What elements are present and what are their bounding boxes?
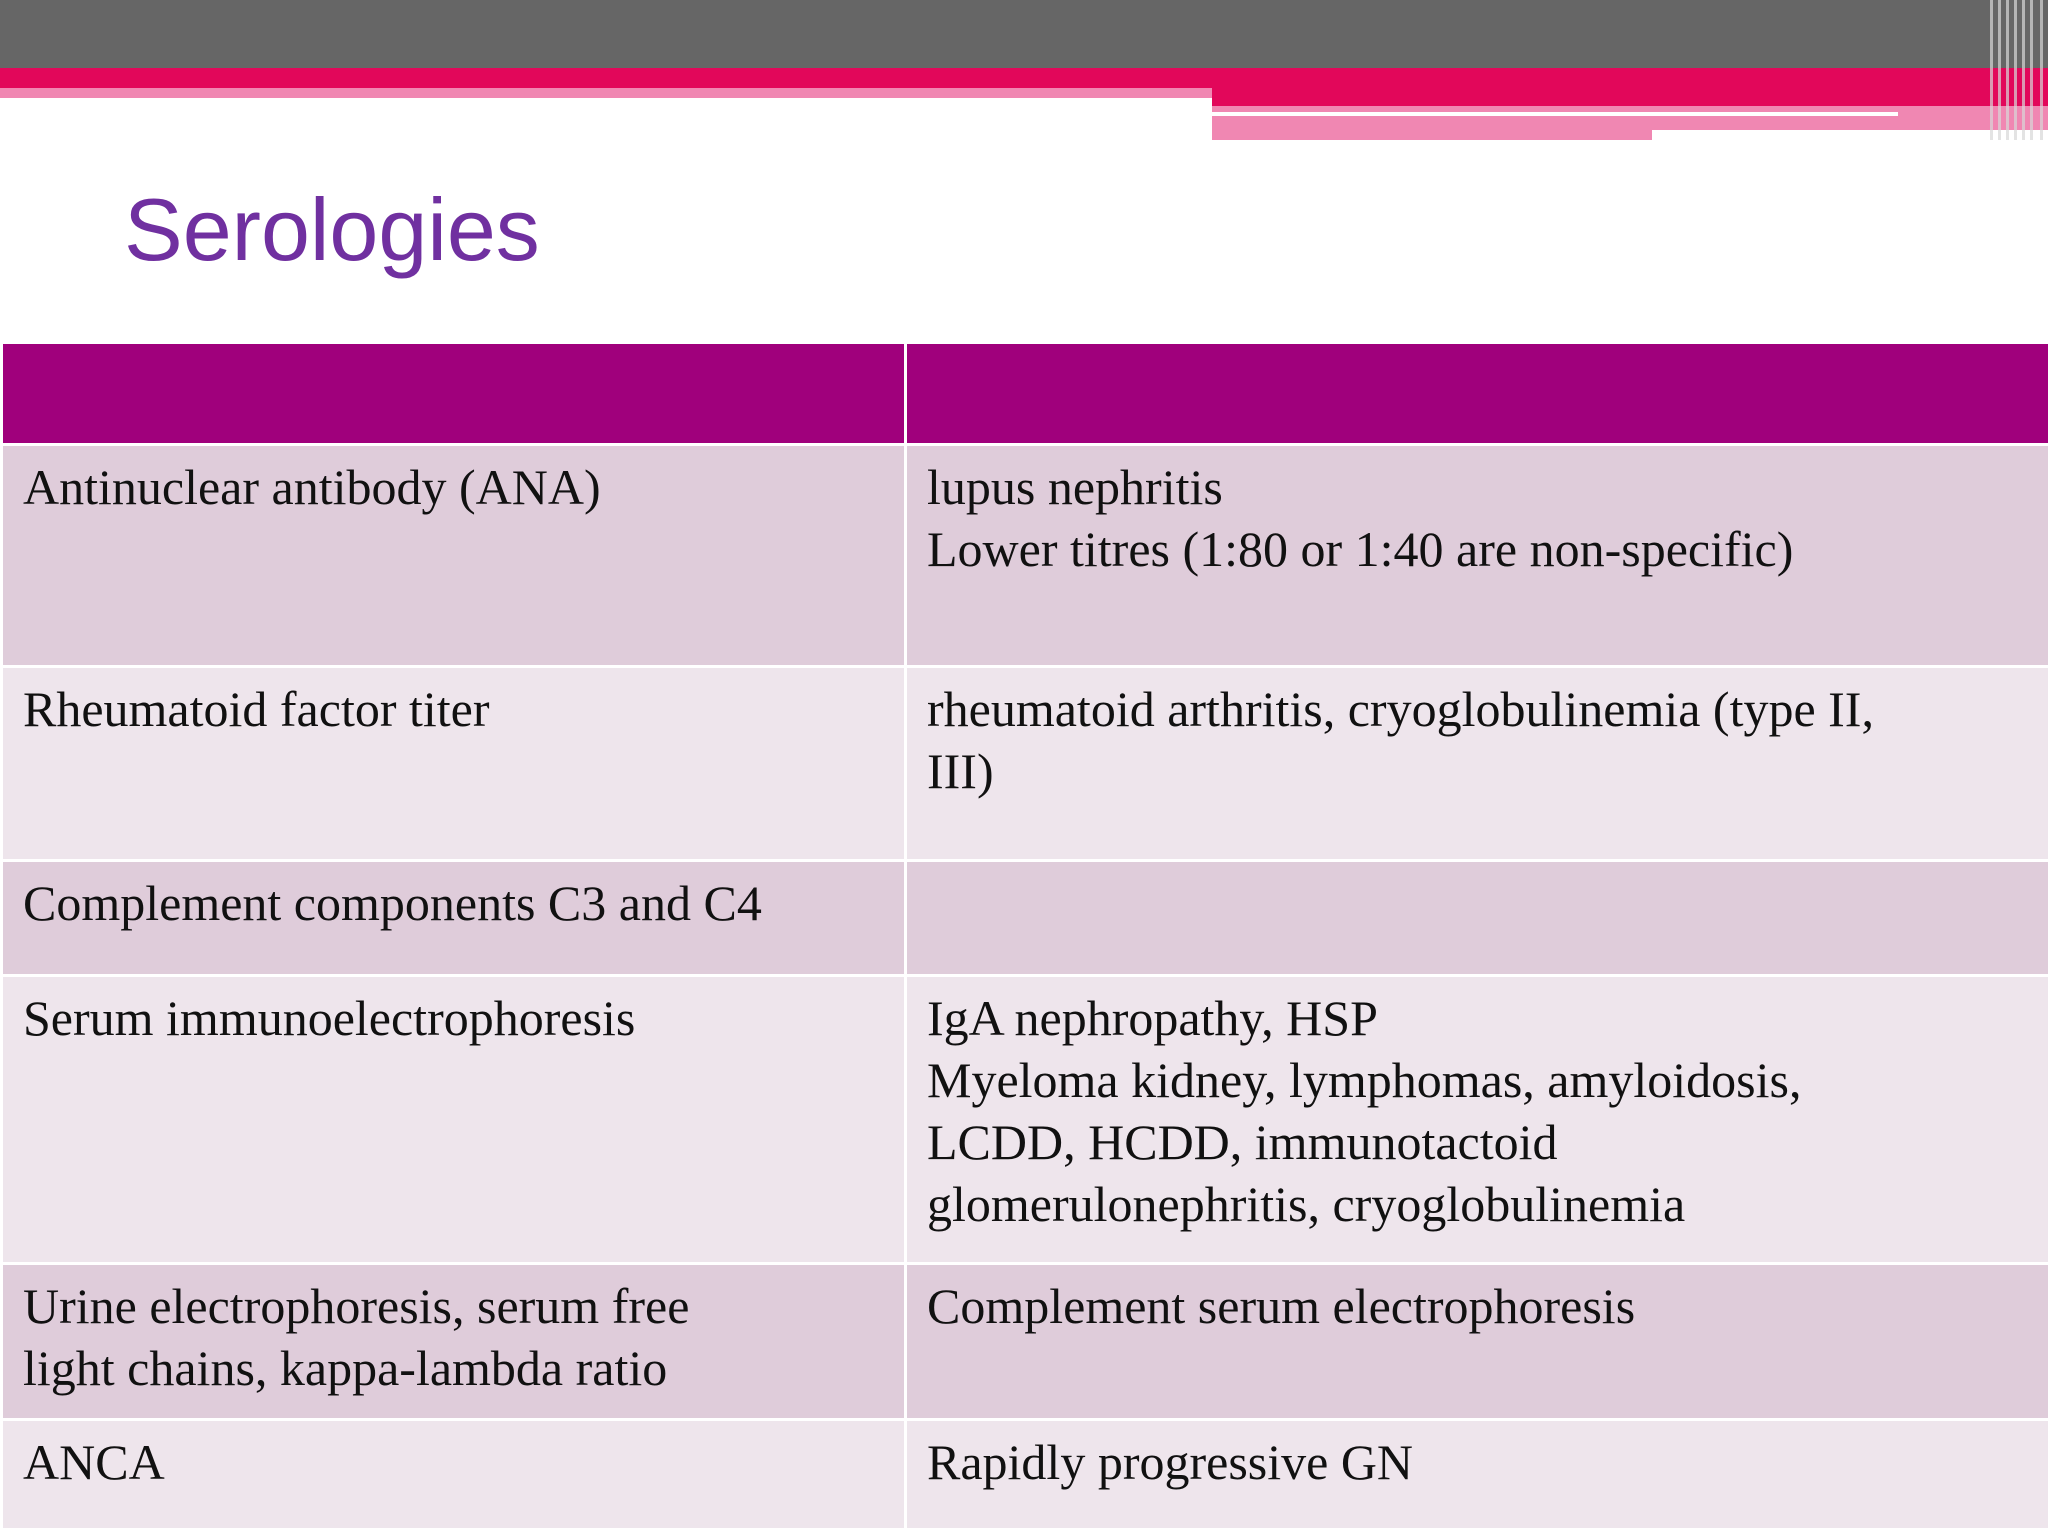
test-text: Antinuclear antibody (ANA) — [23, 459, 601, 515]
test-text: Complement components C3 and C4 — [23, 875, 762, 931]
association-cell — [906, 1420, 2048, 1530]
test-cell — [2, 861, 906, 976]
association-cell — [906, 861, 2048, 976]
association-text: Myeloma kidney, lymphomas, amyloidosis, — [927, 1052, 1802, 1108]
association-text: lupus nephritis — [927, 459, 1223, 515]
test-text: light chains, kappa-lambda ratio — [23, 1340, 668, 1396]
table-header-row — [2, 343, 2048, 445]
test-text: ANCA — [23, 1434, 165, 1490]
association-text: glomerulonephritis, cryoglobulinemia — [927, 1176, 1686, 1232]
test-text: Rheumatoid factor titer — [23, 681, 490, 737]
test-cell — [2, 1420, 906, 1530]
association-text: LCDD, HCDD, immunotactoid — [927, 1114, 1558, 1170]
table-row — [2, 445, 2048, 667]
table-row — [2, 1420, 2048, 1530]
table-header-test — [2, 343, 906, 445]
header-white-line — [1212, 112, 1898, 116]
association-text: rheumatoid arthritis, cryoglobulinemia (type II, — [927, 681, 1874, 737]
association-text: IgA nephropathy, HSP — [927, 990, 1378, 1046]
header-pink-band-left — [0, 88, 1212, 98]
association-cell — [906, 667, 2048, 861]
table-row — [2, 667, 2048, 861]
association-cell — [906, 445, 2048, 667]
test-cell — [2, 1264, 906, 1420]
header-gray-band — [0, 0, 2048, 68]
table-row — [2, 1264, 2048, 1420]
slide-title: Serologies — [124, 180, 540, 279]
serology-table — [0, 341, 2048, 1531]
association-cell — [906, 1264, 2048, 1420]
association-text: Rapidly progressive GN — [927, 1434, 1414, 1490]
table-row — [2, 976, 2048, 1264]
test-cell — [2, 667, 906, 861]
table-row — [2, 861, 2048, 976]
header-red-band — [0, 68, 2048, 88]
association-text: III) — [927, 743, 994, 799]
association-cell — [906, 976, 2048, 1264]
table-header-association — [906, 343, 2048, 445]
test-cell — [2, 976, 906, 1264]
test-text: Serum immunoelectrophoresis — [23, 990, 636, 1046]
association-text: Lower titres (1:80 or 1:40 are non-specific) — [927, 521, 1794, 577]
test-cell — [2, 445, 906, 667]
association-text: Complement serum electrophoresis — [927, 1278, 1636, 1334]
header-red-band-right — [1212, 88, 2048, 108]
test-text: Urine electrophoresis, serum free — [23, 1278, 690, 1334]
header-stripes-decoration — [1984, 0, 2048, 140]
